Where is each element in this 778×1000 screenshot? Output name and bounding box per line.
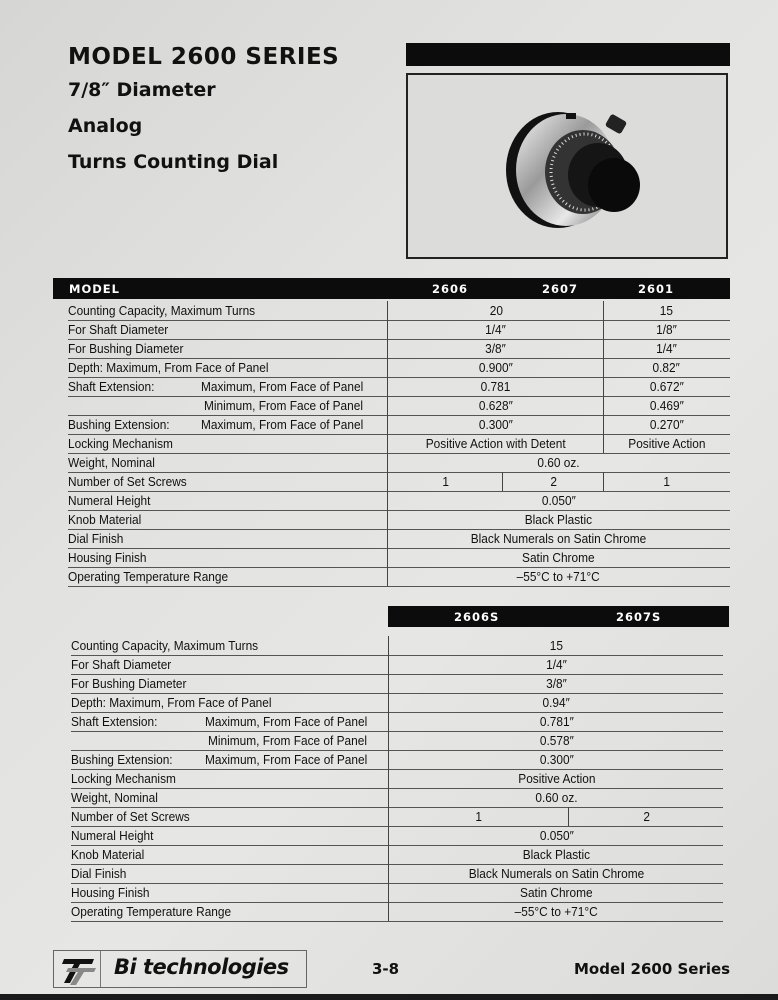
cell-2601 (603, 396, 729, 415)
cell-2601 (603, 434, 729, 453)
cell-value: Satin Chrome (520, 885, 593, 900)
page-number: 3-8 (372, 960, 400, 978)
table-row (68, 339, 730, 359)
table-row (68, 472, 730, 492)
dial-knob-icon (408, 75, 726, 257)
cell-value: Positive Action (517, 771, 596, 786)
cell-2601 (603, 320, 729, 339)
cell-all-models (388, 636, 724, 655)
row-label: Bushing Extension: (71, 752, 173, 767)
row-label: Counting Capacity, Maximum Turns (68, 303, 256, 318)
header-col-2606: 2606 (432, 282, 469, 296)
cell-value: 0.82″ (652, 360, 681, 375)
header-bar (406, 43, 730, 66)
cell-value: 2 (550, 474, 557, 489)
cell-2606-2607 (387, 396, 604, 415)
subtitle-dial-type: Turns Counting Dial (68, 151, 279, 173)
table-row (68, 320, 730, 340)
cell-value: 2 (643, 809, 650, 824)
cell-value: Positive Action with Detent (426, 436, 566, 451)
cell-all-models (388, 864, 724, 883)
table-row (68, 491, 730, 511)
table-row (71, 788, 723, 808)
page-title: MODEL 2600 SERIES (68, 44, 340, 70)
cell-2601 (603, 301, 729, 320)
cell-value: 1 (442, 474, 449, 489)
row-label: Shaft Extension: (68, 379, 155, 394)
cell-all-models (388, 826, 724, 845)
row-label: Number of Set Screws (68, 474, 187, 489)
row-label: For Bushing Diameter (71, 676, 187, 691)
table-row (68, 567, 730, 587)
cell-2607 (502, 472, 604, 491)
row-label: Dial Finish (71, 866, 127, 881)
row-label: Housing Finish (68, 550, 147, 565)
cell-value: Satin Chrome (522, 550, 595, 565)
cell-value: 0.050″ (541, 493, 576, 508)
cell-2601 (603, 377, 729, 396)
row-sublabel: Maximum, From Face of Panel (201, 379, 364, 394)
table-row (68, 510, 730, 530)
row-sublabel: Minimum, From Face of Panel (208, 733, 367, 748)
cell-value: –55°C to +71°C (514, 904, 599, 919)
table-row (68, 301, 730, 321)
cell-all-models (388, 845, 724, 864)
cell-all-models (388, 902, 724, 921)
table-row (71, 655, 723, 675)
cell-value: Black Plastic (524, 512, 593, 527)
brand-logo (53, 950, 307, 988)
row-label: Shaft Extension: (71, 714, 158, 729)
cell-value: 0.900″ (479, 360, 513, 375)
cell-value: 0.050″ (539, 828, 574, 843)
cell-value: 0.300″ (539, 752, 574, 767)
cell-2606-2607 (387, 415, 604, 434)
cell-value: 15 (659, 303, 674, 318)
table-row (71, 845, 723, 865)
cell-value: Positive Action (627, 436, 706, 451)
row-label: Dial Finish (68, 531, 124, 546)
brand-name: Bi technologies (114, 955, 289, 979)
table-row (71, 731, 723, 751)
cell-value: Black Numerals on Satin Chrome (468, 866, 645, 881)
cell-2601 (603, 472, 729, 491)
row-sublabel: Maximum, From Face of Panel (201, 417, 364, 432)
row-sublabel: Maximum, From Face of Panel (205, 752, 368, 767)
subtitle-diameter: 7/8″ Diameter (68, 79, 216, 101)
table-row (68, 415, 730, 435)
cell-value: Black Plastic (522, 847, 591, 862)
row-label: Operating Temperature Range (68, 569, 229, 584)
cell-2606 (387, 472, 503, 491)
row-label: Depth: Maximum, From Face of Panel (71, 695, 272, 710)
table-row (68, 529, 730, 549)
table-header (53, 278, 730, 299)
row-label: Counting Capacity, Maximum Turns (71, 638, 259, 653)
cell-all-models (387, 529, 729, 548)
footer-series: Model 2600 Series (574, 960, 731, 978)
cell-value: 0.781 (481, 379, 511, 394)
table-row (71, 712, 723, 732)
cell-value: 0.60 oz. (537, 455, 580, 470)
cell-all-models (387, 567, 729, 586)
cell-value: 0.628″ (479, 398, 513, 413)
table-row (71, 902, 723, 922)
bottom-edge (0, 994, 778, 1000)
cell-2606-2607 (387, 358, 604, 377)
cell-2601 (603, 358, 729, 377)
row-label: Weight, Nominal (68, 455, 155, 470)
table-row (71, 674, 723, 694)
table-row (71, 750, 723, 770)
table-row (68, 396, 730, 416)
table-row (68, 453, 730, 473)
row-label: Depth: Maximum, From Face of Panel (68, 360, 269, 375)
cell-value: 1 (475, 809, 483, 824)
cell-all-models (388, 788, 724, 807)
cell-value: 1/4″ (546, 657, 567, 672)
row-label: Housing Finish (71, 885, 150, 900)
cell-2606-2607 (387, 377, 604, 396)
bi-logo-mark-icon (54, 951, 101, 987)
cell-value: 0.672″ (649, 379, 684, 394)
cell-all-models (387, 548, 729, 567)
cell-2606-2607 (387, 434, 604, 453)
cell-value: 0.300″ (479, 417, 513, 432)
header-col-2606s: 2606S (454, 610, 500, 624)
cell-value: –55°C to +71°C (516, 569, 601, 584)
row-label: Knob Material (68, 512, 142, 527)
cell-value: Black Numerals on Satin Chrome (470, 531, 647, 546)
row-sublabel: Minimum, From Face of Panel (204, 398, 363, 413)
cell-all-models (387, 491, 729, 510)
row-label: Locking Mechanism (71, 771, 176, 786)
product-photo (406, 73, 728, 259)
cell-value: 1/4″ (656, 341, 677, 356)
cell-all-models (388, 750, 724, 769)
cell-2606-2607 (387, 320, 604, 339)
row-label: Bushing Extension: (68, 417, 170, 432)
cell-value: 0.270″ (649, 417, 684, 432)
cell-value: 3/8″ (485, 341, 507, 356)
row-label: Number of Set Screws (71, 809, 190, 824)
cell-all-models (388, 674, 724, 693)
row-label: Numeral Height (71, 828, 154, 843)
cell-all-models (388, 693, 724, 712)
cell-all-models (387, 510, 729, 529)
row-sublabel: Maximum, From Face of Panel (205, 714, 368, 729)
cell-value: 0.94″ (542, 695, 571, 710)
header-model-label: MODEL (69, 282, 120, 296)
cell-2601 (603, 339, 729, 358)
table-row (68, 548, 730, 568)
table-row (68, 358, 730, 378)
header-col-2601: 2601 (638, 282, 675, 296)
cell-value: 1/4″ (485, 322, 507, 337)
cell-2606s (388, 807, 569, 826)
cell-all-models (388, 712, 724, 731)
row-label: Numeral Height (68, 493, 151, 508)
row-label: For Shaft Diameter (71, 657, 172, 672)
cell-2607s (568, 807, 724, 826)
cell-value: 0.60 oz. (535, 790, 578, 805)
table-row (71, 883, 723, 903)
row-label: For Bushing Diameter (68, 341, 184, 356)
cell-2606-2607 (387, 301, 604, 320)
cell-all-models (387, 453, 729, 472)
row-label: For Shaft Diameter (68, 322, 169, 337)
table-row (71, 636, 723, 656)
table-row (71, 807, 723, 827)
row-label: Weight, Nominal (71, 790, 158, 805)
table-row (68, 377, 730, 397)
cell-all-models (388, 731, 724, 750)
table-row (68, 434, 730, 454)
cell-all-models (388, 655, 724, 674)
cell-value: 0.578″ (539, 733, 574, 748)
header-col-2607s: 2607S (616, 610, 662, 624)
cell-value: 1 (663, 474, 670, 489)
table-row (71, 693, 723, 713)
table-header (388, 606, 729, 627)
header-col-2607: 2607 (542, 282, 579, 296)
cell-all-models (388, 883, 724, 902)
title-block (68, 42, 339, 180)
cell-all-models (388, 769, 724, 788)
subtitle-analog: Analog (68, 115, 143, 137)
cell-2601 (603, 415, 729, 434)
table-row (71, 769, 723, 789)
cell-value: 1/8″ (656, 322, 677, 337)
cell-value: 0.781″ (539, 714, 574, 729)
cell-value: 0.469″ (649, 398, 684, 413)
cell-value: 3/8″ (546, 676, 567, 691)
cell-2606-2607 (387, 339, 604, 358)
row-label: Knob Material (71, 847, 145, 862)
cell-value: 15 (549, 638, 564, 653)
row-label: Operating Temperature Range (71, 904, 232, 919)
table-row (71, 864, 723, 884)
row-label: Locking Mechanism (68, 436, 173, 451)
table-row (71, 826, 723, 846)
cell-value: 20 (489, 303, 503, 318)
